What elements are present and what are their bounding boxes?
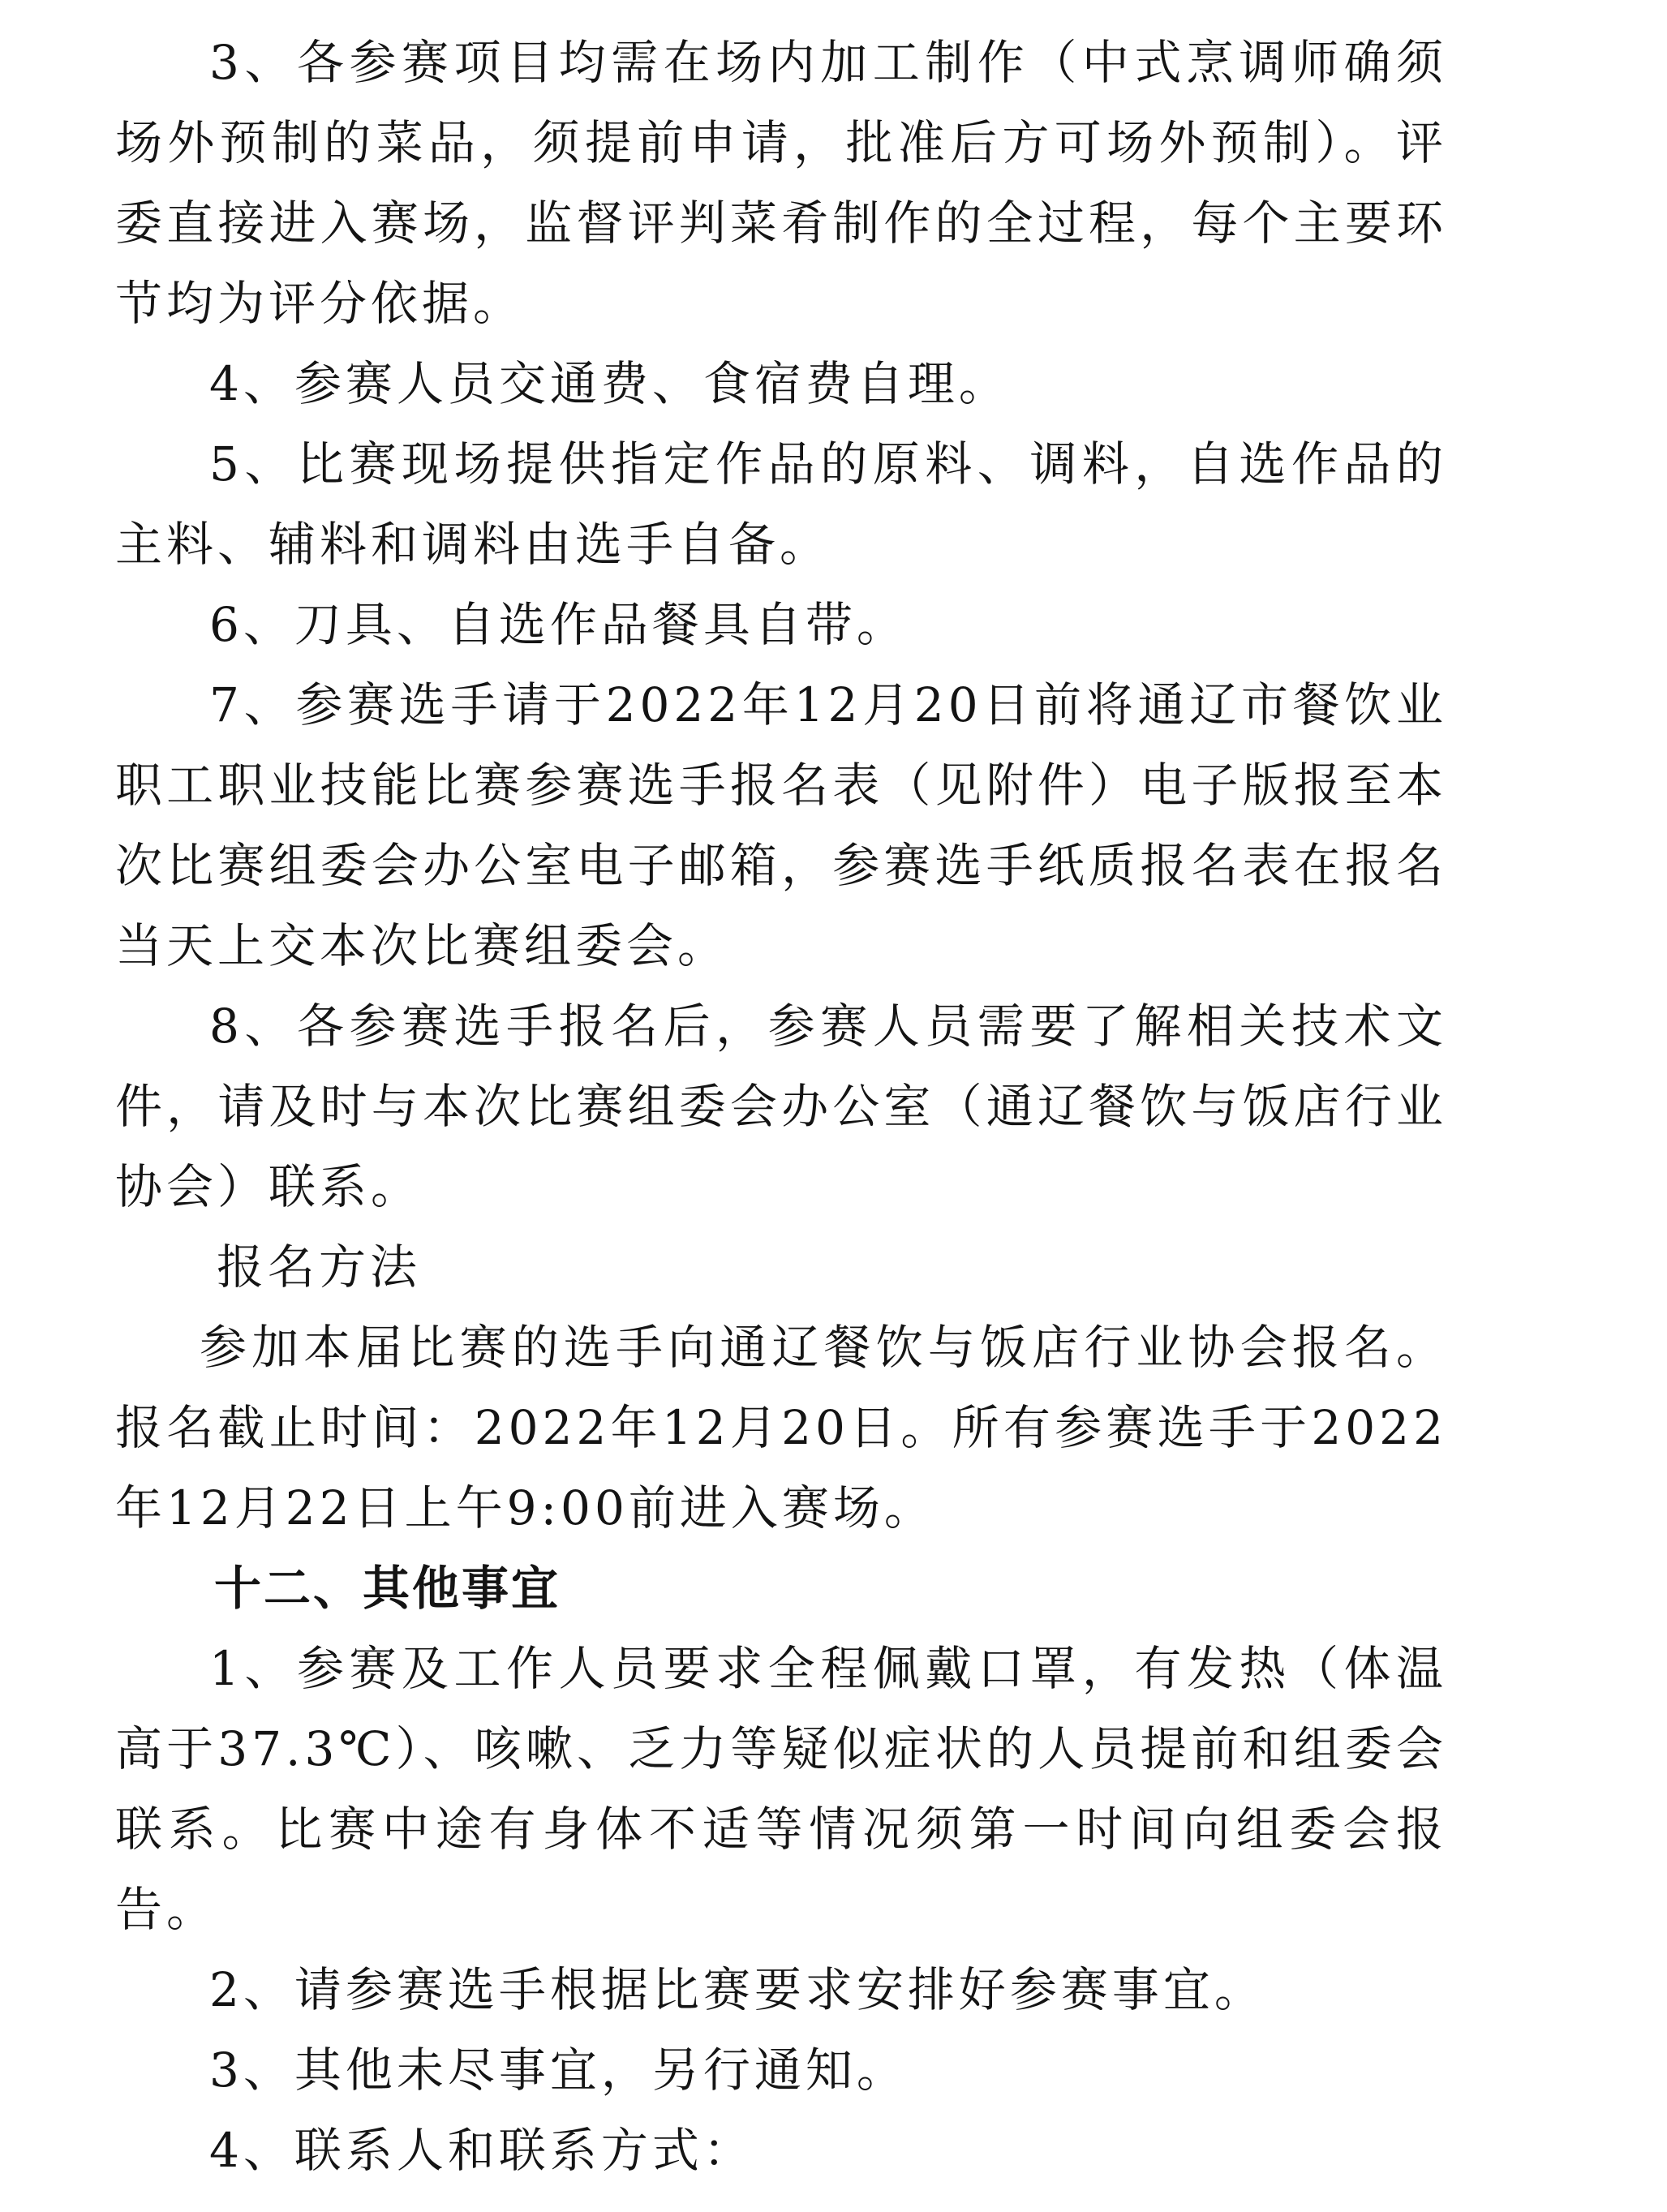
paragraph-item-6: 6、刀具、自选作品餐具自带。 (209, 597, 908, 652)
registration-body: 参加本届比赛的选手向通辽餐饮与饭店行业协会报名。报名截止时间：2022年12月20日。所有参赛选手于2022年12月22日上午9:00前进入赛场。 (115, 1320, 1447, 1536)
section-12 (115, 1548, 1447, 2191)
section-12-item-3: 3、其他未尽事宜，另行通知。 (209, 2042, 908, 2098)
section-12-heading: 十二、其他事宜 (214, 1561, 561, 1616)
document-body (115, 23, 1447, 2191)
paragraph-item-5: 5、比赛现场提供指定作品的原料、调料，自选作品的主料、辅料和调料由选手自备。 (115, 436, 1447, 572)
paragraph-item-8: 8、各参赛选手报名后，参赛人员需要了解相关技术文件，请及时与本次比赛组委会办公室（通辽餐饮与饭店行业协会）联系。 (115, 999, 1447, 1214)
paragraph-item-7: 7、参赛选手请于2022年12月20日前将通辽市餐饮业职工职业技能比赛参赛选手报名表（见附件）电子版报至本次比赛组委会办公室电子邮箱，参赛选手纸质报名表在报名当天上交本次比赛组委会。 (115, 677, 1447, 973)
section-12-item-2: 2、请参赛选手根据比赛要求安排好参赛事宜。 (209, 1962, 1265, 2017)
paragraph-item-3: 3、各参赛项目均需在场内加工制作（中式烹调师确须场外预制的菜品，须提前申请，批准后方可场外预制）。评委直接进入赛场，监督评判菜肴制作的全过程，每个主要环节均为评分依据。 (115, 35, 1447, 331)
section-12-item-1: 1、参赛及工作人员要求全程佩戴口罩，有发热（体温高于37.3℃）、咳嗽、乏力等疑似症状的人员提前和组委会联系。比赛中途有身体不适等情况须第一时间向组委会报告。 (115, 1641, 1447, 1937)
registration-subheading: 报名方法 (217, 1239, 422, 1295)
section-12-item-4: 4、联系人和联系方式： (209, 2123, 754, 2178)
paragraph-item-4: 4、参赛人员交通费、食宿费自理。 (209, 356, 1010, 411)
